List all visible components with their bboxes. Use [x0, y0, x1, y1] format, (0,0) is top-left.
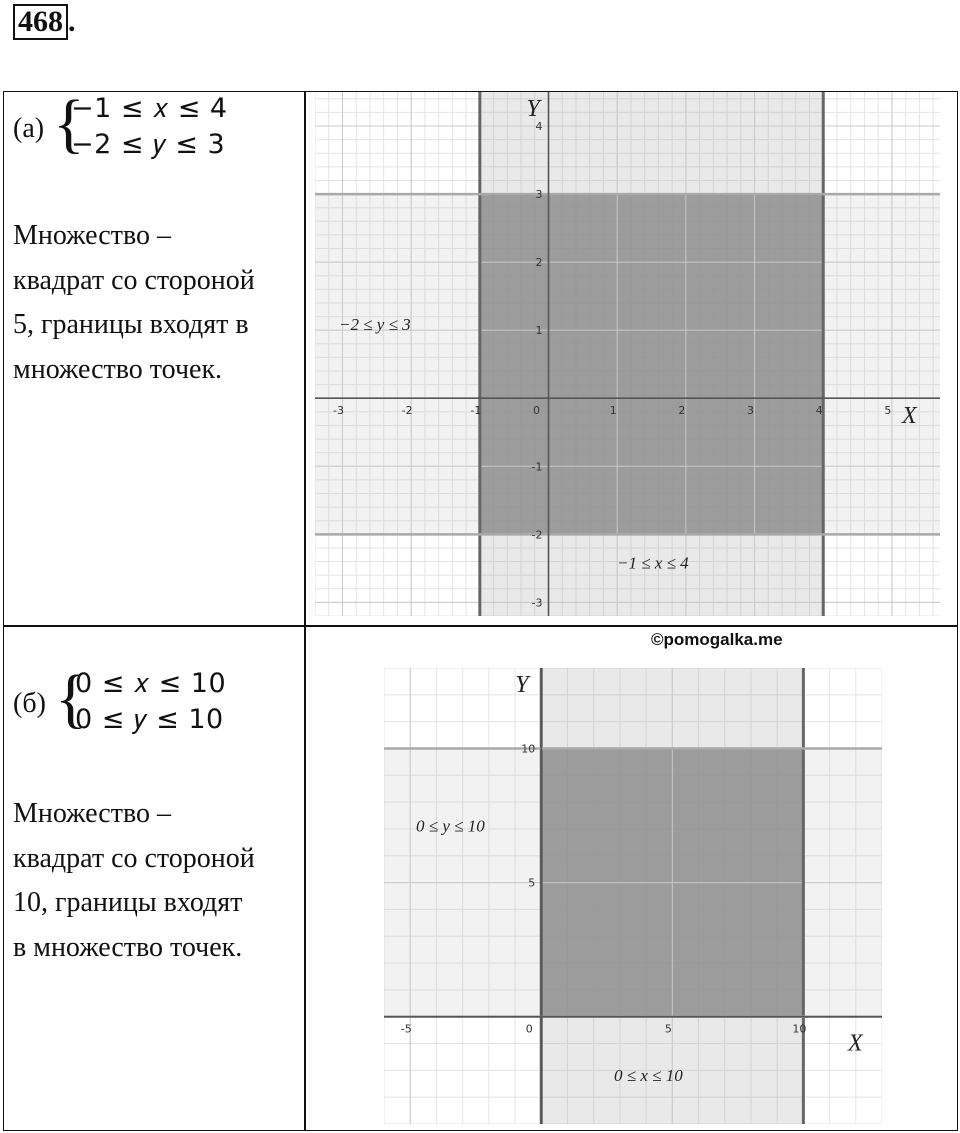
system-a	[13, 87, 293, 173]
description-b-line: в множество точек.	[13, 931, 243, 963]
system-a-brace: {	[53, 87, 85, 160]
horizontal-band-label: 0 ≤ y ≤ 10	[416, 816, 485, 836]
y-tick-label: -3	[531, 596, 543, 610]
x-tick-label: 0	[525, 1022, 533, 1036]
table-column-divider	[304, 92, 306, 1130]
system-a-eq1: −1 ≤ 𝑥 ≤ 4	[71, 93, 228, 124]
y-axis-label: Y	[515, 672, 529, 698]
horizontal-band-label: −2 ≤ y ≤ 3	[339, 315, 411, 335]
chart-a	[315, 92, 940, 616]
description-b	[13, 792, 303, 970]
y-tick-label: 10	[521, 742, 536, 756]
table-row-divider	[4, 625, 957, 627]
description-a-line: множество точек.	[13, 353, 223, 385]
description-a-line: квадрат со стороной	[13, 264, 255, 296]
x-axis-label: X	[848, 1030, 863, 1057]
description-b-line: Множество –	[13, 798, 171, 829]
problem-number-box: 468	[13, 4, 68, 40]
intersection-region	[480, 194, 823, 534]
y-tick-label: 1	[535, 324, 543, 338]
description-a	[13, 214, 303, 392]
y-tick-label: 5	[528, 876, 536, 890]
description-b-line: квадрат со стороной	[13, 842, 255, 874]
y-tick-label: 4	[535, 120, 543, 134]
x-tick-label: -2	[401, 404, 413, 418]
description-a-line: 5, границы входят в	[13, 309, 249, 340]
system-a-label: (а)	[13, 113, 45, 144]
y-tick-label: -1	[531, 460, 543, 474]
x-tick-label: 10	[792, 1022, 807, 1036]
description-b-line: 10, границы входят	[13, 887, 243, 918]
x-tick-label: 3	[747, 404, 755, 418]
y-tick-label: 2	[535, 256, 543, 270]
x-tick-label: 2	[678, 404, 686, 418]
x-tick-label: -1	[470, 404, 482, 418]
system-b-brace: {	[55, 662, 87, 735]
problem-number-dot: .	[68, 5, 76, 38]
y-tick-label: 3	[535, 188, 543, 202]
chart-b	[384, 668, 882, 1124]
system-b	[13, 662, 293, 748]
y-tick-label: -2	[531, 528, 543, 542]
problem-number	[13, 4, 76, 40]
x-tick-label: 0	[533, 404, 541, 418]
system-a-eq2: −2 ≤ 𝑦 ≤ 3	[71, 129, 226, 160]
x-tick-label: 5	[884, 404, 892, 418]
vertical-band-label: 0 ≤ x ≤ 10	[614, 1066, 683, 1086]
system-b-eq2: 0 ≤ 𝑦 ≤ 10	[75, 704, 224, 735]
x-tick-label: 1	[609, 404, 617, 418]
x-tick-label: 4	[815, 404, 823, 418]
system-b-label: (б)	[13, 688, 46, 719]
x-tick-label: 5	[664, 1022, 672, 1036]
x-axis-label: X	[902, 403, 917, 430]
description-a-line: Множество –	[13, 220, 171, 251]
watermark: ©pomogalka.me	[651, 630, 783, 649]
system-b-eq1: 0 ≤ 𝑥 ≤ 10	[75, 668, 227, 699]
y-axis-label: Y	[526, 96, 540, 122]
x-tick-label: -3	[332, 404, 344, 418]
x-tick-label: -5	[400, 1022, 412, 1036]
vertical-band-label: −1 ≤ x ≤ 4	[617, 553, 689, 573]
